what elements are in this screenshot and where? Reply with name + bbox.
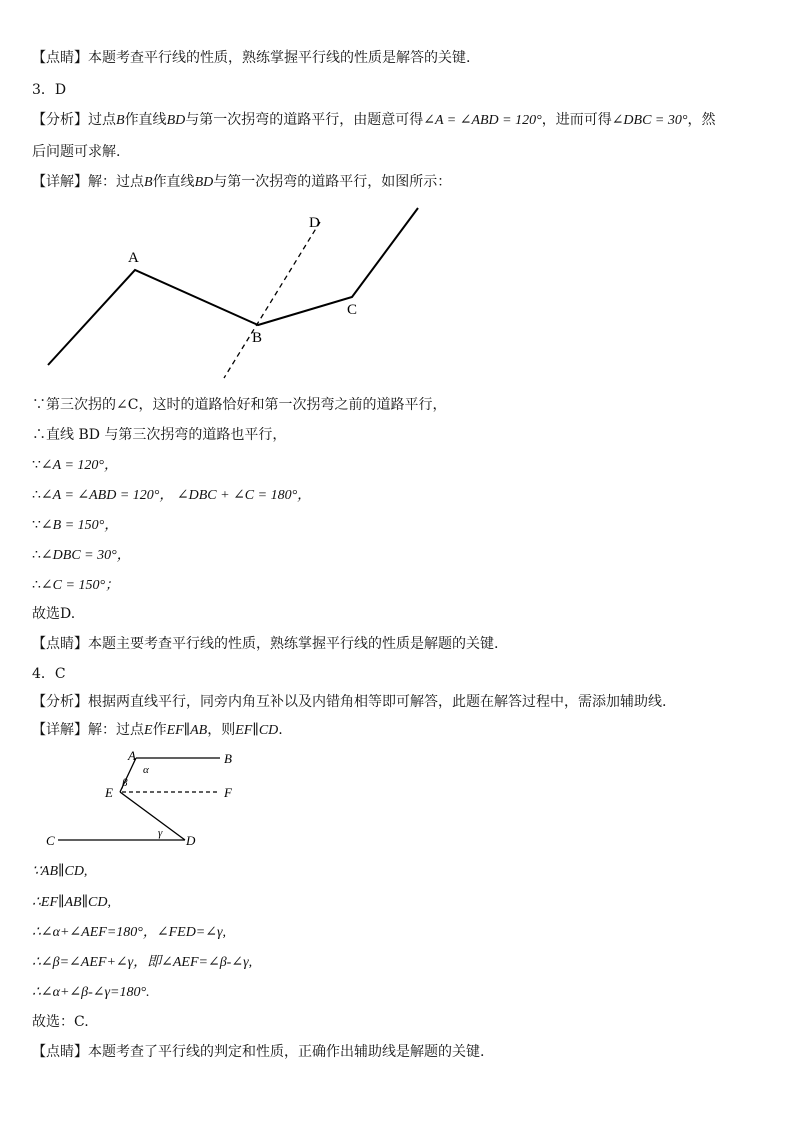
therefore-symbol: ∴ <box>32 427 46 443</box>
parallel-lines-diagram <box>40 748 240 853</box>
because-symbol: ∵ <box>32 397 46 413</box>
q3-answer: 3．D <box>32 82 67 98</box>
analysis-tag: 【分析】 <box>32 112 88 128</box>
step-text: ∠B = 150°， <box>40 518 119 533</box>
analysis-tag: 【分析】 <box>32 694 88 710</box>
q3-step-6 <box>32 545 131 566</box>
dashed-line-bd <box>224 222 320 378</box>
label-c: C <box>46 833 55 848</box>
q3-step-4 <box>32 485 311 506</box>
q4-detail <box>32 720 283 741</box>
q3-step-2 <box>32 425 286 445</box>
q4-analysis <box>32 692 666 712</box>
q4-step-2: ∴EF∥AB∥CD, <box>32 895 111 910</box>
label-e: E <box>105 785 113 800</box>
line-bd: BD <box>194 175 214 190</box>
label-d: D <box>309 215 320 231</box>
therefore-symbol: ∴ <box>32 577 41 593</box>
q3-step-3 <box>32 455 118 476</box>
label-d: D <box>186 833 196 848</box>
note-q3 <box>32 634 498 654</box>
road-diagram <box>40 200 440 385</box>
therefore-symbol: ∴ <box>32 487 41 503</box>
because-symbol: ∵ <box>32 457 41 473</box>
equation: ∠A = ∠ABD = 120° <box>423 113 542 128</box>
angle-beta: β <box>122 777 128 789</box>
label-c: C <box>347 302 358 318</box>
note-q4 <box>32 1042 484 1062</box>
analysis-text: ，进而可得 <box>541 112 612 128</box>
label-f: F <box>224 785 232 800</box>
step-text: ∠C = 150°； <box>40 578 120 593</box>
q3-detail <box>32 172 451 193</box>
point-b: B <box>144 175 153 190</box>
point-b: B <box>116 113 125 128</box>
road-path <box>48 208 418 365</box>
label-a: A <box>128 250 139 266</box>
parallel-statement: EF∥CD <box>235 723 279 738</box>
q4-conclusion: 故选：C. <box>32 1014 89 1030</box>
because-symbol: ∵ <box>32 517 41 533</box>
q3-step-7 <box>32 575 119 596</box>
step-text: ∠A = 120°， <box>40 458 118 473</box>
detail-tag: 【详解】 <box>32 722 88 738</box>
q3-analysis-cont: 后问题可求解. <box>32 144 121 160</box>
analysis-text: ，然 <box>687 112 716 128</box>
q3-conclusion: 故选D. <box>32 606 76 622</box>
analysis-text: 与第一次拐弯的道路平行，由题意可得 <box>185 112 424 128</box>
q4-step-3: ∴∠α+∠AEF=180°，∠FED=∠γ, <box>32 925 227 940</box>
note-q2 <box>32 48 470 68</box>
note-text: 本题主要考查平行线的性质，熟练掌握平行线的性质是解题的关键. <box>88 636 499 652</box>
detail-text: 解：过点 <box>88 722 144 738</box>
detail-text: 解：过点 <box>88 174 144 190</box>
note-text: 本题考查了平行线的判定和性质，正确作出辅助线是解题的关键. <box>88 1044 485 1060</box>
step-text: 直线 BD 与第三次拐弯的道路也平行， <box>46 427 287 443</box>
q3-analysis <box>32 110 715 131</box>
segment-ed <box>120 792 185 840</box>
analysis-text: 根据两直线平行，同旁内角互补以及内错角相等即可解答，此题在解答过程中，需添加辅助线. <box>88 694 667 710</box>
detail-tag: 【详解】 <box>32 174 88 190</box>
q4-step-5: ∴∠α+∠β-∠γ=180°. <box>32 985 150 1000</box>
analysis-text: 过点 <box>88 112 116 128</box>
angle-gamma: γ <box>158 827 163 839</box>
detail-text: 作 <box>152 722 167 738</box>
step-text: ∠A = ∠ABD = 120°， ∠DBC + ∠C = 180°， <box>40 488 312 503</box>
detail-text: 与第一次拐弯的道路平行，如图所示： <box>213 174 452 190</box>
q4-step-1: ∵AB∥CD, <box>32 864 88 879</box>
note-tag: 【点睛】 <box>32 636 88 652</box>
label-b: B <box>252 330 263 346</box>
therefore-symbol: ∴ <box>32 547 41 563</box>
parallel-statement: EF∥AB <box>166 723 208 738</box>
detail-text: ，则 <box>207 722 236 738</box>
label-a: A <box>128 748 136 763</box>
q3-step-1 <box>32 395 446 415</box>
detail-text: 作直线 <box>152 174 195 190</box>
note-tag: 【点睛】 <box>32 1044 88 1060</box>
q3-step-5 <box>32 515 118 536</box>
note-text: 本题考查平行线的性质，熟练掌握平行线的性质是解答的关键. <box>88 50 471 66</box>
angle-alpha: α <box>143 764 149 776</box>
label-b: B <box>224 751 232 766</box>
step-text: ∠DBC = 30°， <box>40 548 131 563</box>
q4-step-4: ∴∠β=∠AEF+∠γ，即∠AEF=∠β-∠γ, <box>32 955 253 970</box>
line-bd: BD <box>166 113 186 128</box>
analysis-text: 作直线 <box>124 112 167 128</box>
equation: ∠DBC = 30° <box>611 113 688 128</box>
q4-answer: 4．C <box>32 666 66 682</box>
detail-text: . <box>278 722 283 738</box>
point-e: E <box>144 723 153 738</box>
step-text: 第三次拐的∠C，这时的道路恰好和第一次拐弯之前的道路平行， <box>46 397 447 413</box>
note-tag: 【点睛】 <box>32 50 88 66</box>
